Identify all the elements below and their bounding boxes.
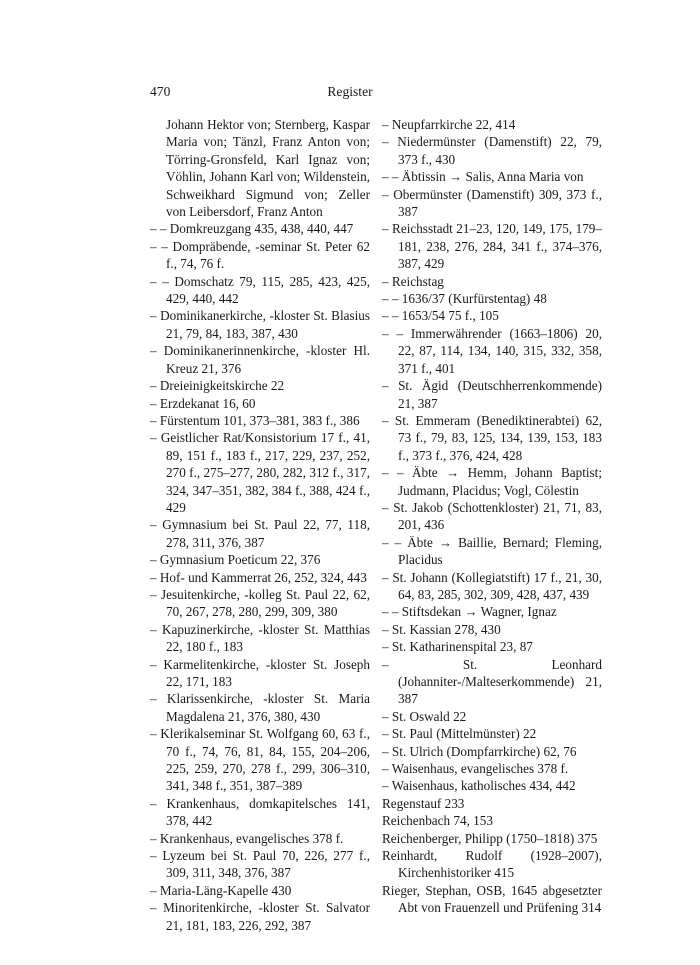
index-entry: – Neupfarrkirche 22, 414 — [382, 117, 516, 132]
index-entry: – – Domkreuzgang 435, 438, 440, 447 — [150, 221, 354, 237]
index-entry: – – Äbtissin → Salis, Anna Maria von — [382, 169, 584, 185]
index-entry: – Erzdekanat 16, 60 — [150, 395, 256, 411]
index-entry: – Krankenhaus, domkapitelsches 141, 378, 442 — [150, 795, 370, 829]
index-entry: – Geistlicher Rat/Konsistorium 17 f., 41, 89, 151 f., 183 f., 217, 229, 237, 252, 270 f., 275–277, 280, 282, 312 f., 317, 324, 347–351, 382, 384 f., 388, 424 f., 429 — [150, 430, 370, 515]
index-entry: Rieger, Stephan, OSB, 1645 abgesetzter Abt von Frauenzell und Prüfening 314 — [382, 882, 602, 916]
index-entry: – St. Emmeram (Benediktinerabtei) 62, 73 f., 79, 83, 125, 134, 139, 153, 183 f., 373 f., 376, 424, 428 — [382, 412, 602, 463]
index-entry: – Krankenhaus, evangelisches 378 f. — [150, 830, 344, 846]
index-entry: – St. Oswald 22 — [382, 708, 467, 724]
index-entry: – Lyzeum bei St. Paul 70, 226, 277 f., 309, 311, 348, 376, 387 — [150, 848, 370, 881]
index-entry: – – Stiftsdekan → Wagner, Ignaz — [382, 604, 557, 620]
index-entry: – Klerikalseminar St. Wolfgang 60, 63 f., 70 f., 74, 76, 81, 84, 155, 204–206, 225, 259, 270, 278 f., 299, 306–310, 341, 348 f., 351, 387–389 — [150, 726, 370, 794]
page-number: 470 — [150, 84, 171, 99]
index-entry: – Gymnasium bei St. Paul 22, 77, 118, 278, 311, 376, 387 — [150, 517, 370, 550]
index-entry: – St. Johann (Kollegiatstift) 17 f., 21, 30, 64, 83, 285, 302, 309, 428, 437, 439 — [382, 569, 602, 602]
index-entry: – Hof- und Kammerrat 26, 252, 324, 443 — [150, 569, 367, 585]
index-entry: – Waisenhaus, evangelisches 378 f. — [382, 761, 569, 777]
index-entry: Regenstauf 233 — [382, 795, 465, 811]
index-entry: – Maria-Läng-Kapelle 430 — [150, 882, 292, 898]
index-entry: – Dominikanerkirche, -kloster St. Blasius 21, 79, 84, 183, 387, 430 — [150, 308, 370, 341]
index-entry: – St. Kassian 278, 430 — [382, 621, 501, 637]
running-head: Register — [327, 84, 373, 99]
index-entry: Reinhardt, Rudolf (1928–2007), Kirchenhistoriker 415 — [382, 848, 602, 881]
left-column — [150, 116, 370, 934]
index-entry: – Gymnasium Poeticum 22, 376 — [150, 552, 321, 568]
index-entry: – Niedermünster (Damenstift) 22, 79, 373 f., 430 — [382, 134, 602, 167]
index-entry: – St. Ägid (Deutschherrenkommende) 21, 387 — [382, 378, 602, 411]
index-entry: – – Äbte → Hemm, Johann Baptist; Judmann, Placidus; Vogl, Cölestin — [382, 465, 602, 498]
index-entry: Reichenberger, Philipp (1750–1818) 375 — [382, 830, 598, 846]
index-entry: – St. Paul (Mittelmünster) 22 — [382, 726, 537, 742]
index-entry: – Karmelitenkirche, -kloster St. Joseph 22, 171, 183 — [150, 656, 370, 689]
index-entry: – – Domschatz 79, 115, 285, 423, 425, 429, 440, 442 — [150, 273, 370, 307]
index-entry: – – 1653/54 75 f., 105 — [382, 308, 499, 324]
index-entry: – Klarissenkirche, -kloster St. Maria Magdalena 21, 376, 380, 430 — [150, 691, 370, 724]
index-entry: – St. Leonhard (Johanniter-/Malteserkommende) 21, 387 — [382, 656, 602, 707]
index-entry: – Minoritenkirche, -kloster St. Salvator 21, 181, 183, 226, 292, 387 — [150, 900, 370, 933]
index-entry: – St. Ulrich (Dompfarrkirche) 62, 76 — [382, 743, 577, 759]
index-entry: – Kapuzinerkirche, -kloster St. Matthias 22, 180 f., 183 — [150, 621, 370, 655]
index-entry: – Dreieinigkeitskirche 22 — [150, 378, 285, 394]
index-entry: Reichenbach 74, 153 — [382, 813, 493, 829]
index-entry: – Jesuitenkirche, -kolleg St. Paul 22, 62, 70, 267, 278, 280, 299, 309, 380 — [150, 586, 370, 620]
index-entry: – Fürstentum 101, 373–381, 383 f., 386 — [150, 412, 360, 428]
right-column — [382, 116, 602, 917]
entry-continuation: Johann Hektor von; Sternberg, Kaspar Maria von; Tänzl, Franz Anton von; Törring-Gronsfeld, Karl Ignaz von; Vöhlin, Johann Karl von; Wildenstein, Schweikhard Sigmund von; Zeller von Leibersdorf, Franz Anton — [166, 117, 370, 220]
index-entry: – St. Katharinenspital 23, 87 — [382, 639, 533, 655]
index-entry: – – 1636/37 (Kurfürstentag) 48 — [382, 291, 547, 307]
index-entry: – St. Jakob (Schottenkloster) 21, 71, 83, 201, 436 — [382, 499, 602, 533]
index-entry: – Reichsstadt 21–23, 120, 149, 175, 179–181, 238, 276, 284, 341 f., 374–376, 387, 429 — [382, 221, 602, 272]
index-entry: – – Äbte → Baillie, Bernard; Fleming, Placidus — [382, 534, 602, 568]
index-entry: – Dominikanerinnenkirche, -kloster Hl. Kreuz 21, 376 — [150, 343, 370, 376]
index-entry: – – Dompräbende, -seminar St. Peter 62 f., 74, 76 f. — [150, 238, 370, 272]
index-entry: – Waisenhaus, katholisches 434, 442 — [382, 778, 576, 794]
index-entry: – – Immerwährender (1663–1806) 20, 22, 87, 114, 134, 140, 315, 332, 358, 371 f., 401 — [382, 325, 602, 376]
index-entry: – Obermünster (Damenstift) 309, 373 f., 387 — [382, 186, 602, 220]
index-entry: – Reichstag — [382, 273, 444, 289]
